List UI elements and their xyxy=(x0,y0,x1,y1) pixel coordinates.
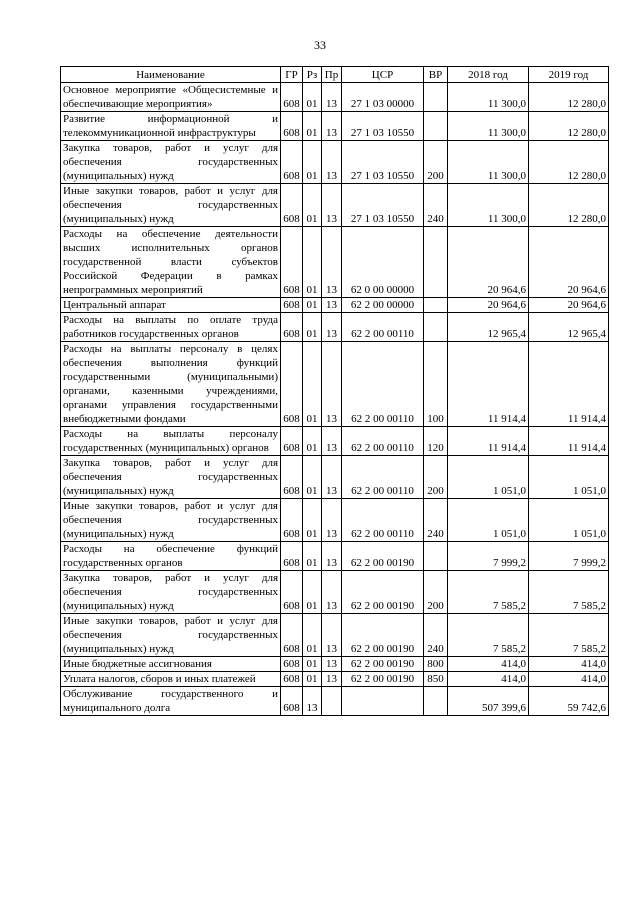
row-rz: 01 xyxy=(303,672,322,687)
table-row xyxy=(61,83,609,112)
row-name: Развитие информационной и телекоммуникационной инфраструктуры xyxy=(61,112,281,141)
table-row xyxy=(61,313,609,342)
row-rz: 01 xyxy=(303,83,322,112)
table-row xyxy=(61,614,609,657)
row-csr: 27 1 03 10550 xyxy=(342,141,424,184)
row-gr: 608 xyxy=(281,456,303,499)
row-2019: 12 280,0 xyxy=(529,112,609,141)
row-rz: 01 xyxy=(303,298,322,313)
row-pr: 13 xyxy=(322,112,342,141)
row-csr: 62 2 00 00110 xyxy=(342,499,424,542)
row-pr xyxy=(322,687,342,716)
row-2018: 7 585,2 xyxy=(448,614,529,657)
row-csr: 27 1 03 10550 xyxy=(342,184,424,227)
row-2018: 7 585,2 xyxy=(448,571,529,614)
row-2018: 20 964,6 xyxy=(448,298,529,313)
row-name: Иные закупки товаров, работ и услуг для обеспечения государственных (муниципальных) нужд xyxy=(61,614,281,657)
row-2019: 12 280,0 xyxy=(529,83,609,112)
table-row xyxy=(61,342,609,427)
table-row xyxy=(61,456,609,499)
row-vr: 850 xyxy=(424,672,448,687)
row-vr: 800 xyxy=(424,657,448,672)
row-rz: 01 xyxy=(303,456,322,499)
row-vr xyxy=(424,298,448,313)
row-name: Иные закупки товаров, работ и услуг для обеспечения государственных (муниципальных) нужд xyxy=(61,184,281,227)
row-csr: 62 2 00 00190 xyxy=(342,542,424,571)
row-rz: 01 xyxy=(303,614,322,657)
row-2018: 1 051,0 xyxy=(448,456,529,499)
table-row xyxy=(61,227,609,298)
row-pr: 13 xyxy=(322,614,342,657)
row-2019: 414,0 xyxy=(529,657,609,672)
row-csr: 27 1 03 10550 xyxy=(342,112,424,141)
header-pr: Пр xyxy=(322,67,342,83)
row-rz: 01 xyxy=(303,499,322,542)
row-rz: 01 xyxy=(303,184,322,227)
row-vr: 200 xyxy=(424,571,448,614)
table-row xyxy=(61,298,609,313)
row-rz: 01 xyxy=(303,342,322,427)
row-gr: 608 xyxy=(281,427,303,456)
row-csr: 62 2 00 00190 xyxy=(342,657,424,672)
row-2019: 59 742,6 xyxy=(529,687,609,716)
table-row xyxy=(61,141,609,184)
row-2019: 7 585,2 xyxy=(529,614,609,657)
row-name: Расходы на обеспечение деятельности высших исполнительных органов государственной власти субъектов Российской Федерации в рамках непрограммных мероприятий xyxy=(61,227,281,298)
row-pr: 13 xyxy=(322,427,342,456)
row-pr: 13 xyxy=(322,184,342,227)
row-2018: 11 300,0 xyxy=(448,112,529,141)
row-2018: 11 300,0 xyxy=(448,184,529,227)
row-2018: 11 300,0 xyxy=(448,83,529,112)
header-csr: ЦСР xyxy=(342,67,424,83)
row-gr: 608 xyxy=(281,657,303,672)
table-row xyxy=(61,672,609,687)
row-2018: 11 914,4 xyxy=(448,342,529,427)
row-pr: 13 xyxy=(322,499,342,542)
row-vr xyxy=(424,542,448,571)
row-2018: 11 914,4 xyxy=(448,427,529,456)
table-row xyxy=(61,687,609,716)
table-row xyxy=(61,542,609,571)
table-row xyxy=(61,571,609,614)
row-gr: 608 xyxy=(281,227,303,298)
row-gr: 608 xyxy=(281,298,303,313)
row-gr: 608 xyxy=(281,687,303,716)
row-csr: 62 2 00 00110 xyxy=(342,313,424,342)
row-gr: 608 xyxy=(281,614,303,657)
row-pr: 13 xyxy=(322,298,342,313)
row-rz: 01 xyxy=(303,112,322,141)
row-csr: 62 2 00 00110 xyxy=(342,456,424,499)
row-2019: 12 965,4 xyxy=(529,313,609,342)
row-name: Расходы на выплаты по оплате труда работников государственных органов xyxy=(61,313,281,342)
header-name: Наименование xyxy=(61,67,281,83)
row-vr: 240 xyxy=(424,184,448,227)
row-gr: 608 xyxy=(281,672,303,687)
row-name: Закупка товаров, работ и услуг для обеспечения государственных (муниципальных) нужд xyxy=(61,571,281,614)
row-pr: 13 xyxy=(322,456,342,499)
header-gr: ГР xyxy=(281,67,303,83)
row-name: Расходы на обеспечение функций государственных органов xyxy=(61,542,281,571)
row-rz: 01 xyxy=(303,542,322,571)
row-name: Расходы на выплаты персоналу в целях обеспечения выполнения функций государственными (муниципальными) органами, казенными учреждениями, органами управления государственными внебюджетными фондами xyxy=(61,342,281,427)
row-name: Иные закупки товаров, работ и услуг для обеспечения государственных (муниципальных) нужд xyxy=(61,499,281,542)
row-2019: 11 914,4 xyxy=(529,342,609,427)
row-rz: 13 xyxy=(303,687,322,716)
row-vr xyxy=(424,227,448,298)
row-2018: 414,0 xyxy=(448,672,529,687)
row-gr: 608 xyxy=(281,112,303,141)
row-csr xyxy=(342,687,424,716)
header-rz: Рз xyxy=(303,67,322,83)
row-2018: 1 051,0 xyxy=(448,499,529,542)
row-pr: 13 xyxy=(322,542,342,571)
row-gr: 608 xyxy=(281,313,303,342)
row-name: Закупка товаров, работ и услуг для обеспечения государственных (муниципальных) нужд xyxy=(61,141,281,184)
row-2018: 7 999,2 xyxy=(448,542,529,571)
row-2019: 11 914,4 xyxy=(529,427,609,456)
row-name: Центральный аппарат xyxy=(61,298,281,313)
header-2018: 2018 год xyxy=(448,67,529,83)
row-2019: 20 964,6 xyxy=(529,298,609,313)
table-row xyxy=(61,499,609,542)
row-pr: 13 xyxy=(322,227,342,298)
row-vr: 240 xyxy=(424,614,448,657)
table-header xyxy=(61,67,609,83)
row-2019: 1 051,0 xyxy=(529,499,609,542)
page-number: 33 xyxy=(314,38,326,52)
table-row xyxy=(61,657,609,672)
row-csr: 62 2 00 00190 xyxy=(342,672,424,687)
row-pr: 13 xyxy=(322,657,342,672)
row-csr: 62 2 00 00110 xyxy=(342,427,424,456)
row-name: Иные бюджетные ассигнования xyxy=(61,657,281,672)
row-vr: 100 xyxy=(424,342,448,427)
row-name: Закупка товаров, работ и услуг для обеспечения государственных (муниципальных) нужд xyxy=(61,456,281,499)
row-2018: 12 965,4 xyxy=(448,313,529,342)
header-row xyxy=(61,67,609,83)
row-vr: 120 xyxy=(424,427,448,456)
row-csr: 62 2 00 00110 xyxy=(342,342,424,427)
row-pr: 13 xyxy=(322,313,342,342)
row-2018: 507 399,6 xyxy=(448,687,529,716)
row-2019: 7 585,2 xyxy=(529,571,609,614)
row-gr: 608 xyxy=(281,184,303,227)
row-name: Расходы на выплаты персоналу государственных (муниципальных) органов xyxy=(61,427,281,456)
row-csr: 62 2 00 00000 xyxy=(342,298,424,313)
row-gr: 608 xyxy=(281,542,303,571)
row-csr: 27 1 03 00000 xyxy=(342,83,424,112)
row-2019: 1 051,0 xyxy=(529,456,609,499)
row-gr: 608 xyxy=(281,83,303,112)
row-rz: 01 xyxy=(303,227,322,298)
budget-table xyxy=(60,66,609,716)
row-csr: 62 2 00 00190 xyxy=(342,614,424,657)
row-name: Уплата налогов, сборов и иных платежей xyxy=(61,672,281,687)
row-vr: 240 xyxy=(424,499,448,542)
row-gr: 608 xyxy=(281,141,303,184)
table-body xyxy=(61,83,609,716)
row-2018: 20 964,6 xyxy=(448,227,529,298)
table-row xyxy=(61,112,609,141)
row-rz: 01 xyxy=(303,313,322,342)
row-name: Обслуживание государственного и муниципального долга xyxy=(61,687,281,716)
row-gr: 608 xyxy=(281,342,303,427)
row-pr: 13 xyxy=(322,342,342,427)
row-vr xyxy=(424,313,448,342)
header-vr: ВР xyxy=(424,67,448,83)
row-vr: 200 xyxy=(424,456,448,499)
row-csr: 62 0 00 00000 xyxy=(342,227,424,298)
row-2019: 12 280,0 xyxy=(529,184,609,227)
row-name: Основное мероприятие «Общесистемные и обеспечивающие мероприятия» xyxy=(61,83,281,112)
row-vr xyxy=(424,83,448,112)
row-2019: 20 964,6 xyxy=(529,227,609,298)
row-gr: 608 xyxy=(281,499,303,542)
row-rz: 01 xyxy=(303,571,322,614)
row-pr: 13 xyxy=(322,571,342,614)
row-rz: 01 xyxy=(303,141,322,184)
row-2019: 7 999,2 xyxy=(529,542,609,571)
row-gr: 608 xyxy=(281,571,303,614)
table-row xyxy=(61,427,609,456)
row-2018: 11 300,0 xyxy=(448,141,529,184)
row-2018: 414,0 xyxy=(448,657,529,672)
row-vr: 200 xyxy=(424,141,448,184)
row-vr xyxy=(424,687,448,716)
row-2019: 414,0 xyxy=(529,672,609,687)
row-pr: 13 xyxy=(322,141,342,184)
table-row xyxy=(61,184,609,227)
row-pr: 13 xyxy=(322,83,342,112)
header-2019: 2019 год xyxy=(529,67,609,83)
row-csr: 62 2 00 00190 xyxy=(342,571,424,614)
row-rz: 01 xyxy=(303,657,322,672)
row-2019: 12 280,0 xyxy=(529,141,609,184)
row-rz: 01 xyxy=(303,427,322,456)
row-vr xyxy=(424,112,448,141)
row-pr: 13 xyxy=(322,672,342,687)
